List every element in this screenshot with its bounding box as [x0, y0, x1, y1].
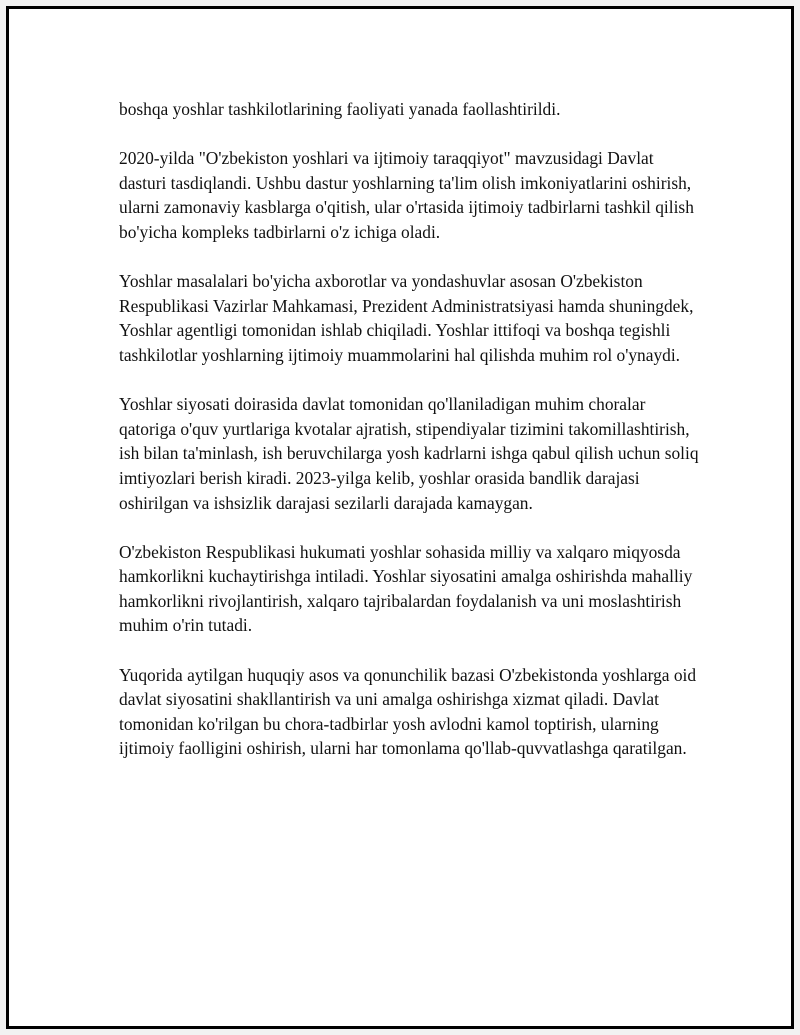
paragraph: Yuqorida aytilgan huquqiy asos va qonunchilik bazasi O'zbekistonda yoshlarga oid davlat siyosatini shakllantirish va uni amalga oshirishga xizmat qiladi. Davlat tomonidan ko'rilgan bu chora-tadbirlar yosh avlodni kamol toptirish, ularning ijtimoiy faolligini oshirish, ularni har tomonlama qo'llab-quvvatlashga qaratilgan. [119, 664, 697, 759]
document-page [6, 6, 794, 1029]
paragraph: boshqa yoshlar tashkilotlarining faoliyati yanada faollashtirildi. [119, 99, 561, 119]
paragraph: 2020-yilda "O'zbekiston yoshlari va ijtimoiy taraqqiyot" mavzusidagi Davlat dasturi tasdiqlandi. Ushbu dastur yoshlarning ta'lim olish imkoniyatlarini oshirish, ularni zamonaviy kasblarga o'qitish, ular o'rtasida ijtimoiy tadbirlarni tashkil qilish bo'yicha kompleks tadbirlarni o'z ichiga oladi. [119, 148, 694, 242]
document-body [119, 97, 699, 786]
paragraph: O'zbekiston Respublikasi hukumati yoshlar sohasida milliy va xalqaro miqyosda hamkorlikni kuchaytirishga intiladi. Yoshlar siyosatini amalga oshirishda mahalliy hamkorlikni rivojlantirish, xalqaro tajribalardan foydalanish va uni moslashtirish muhim o'rin tutadi. [119, 541, 693, 636]
paragraph: Yoshlar siyosati doirasida davlat tomonidan qo'llaniladigan muhim choralar qatoriga o'quv yurtlariga kvotalar ajratish, stipendiyalar tizimini takomillashtirish, ish bilan ta'minlash, ish beruvchilarga yosh kadrlarni ishga qabul qilish uchun soliq imtiyozlari berish kiradi. 2023-yilga kelib, yoshlar orasida bandlik darajasi oshirilgan va ishsizlik darajasi sezilarli darajada kamaygan. [119, 394, 699, 513]
paragraph: Yoshlar masalalari bo'yicha axborotlar va yondashuvlar asosan O'zbekiston Respublikasi Vazirlar Mahkamasi, Prezident Administratsiyasi hamda shuningdek, Yoshlar agentligi tomonidan ishlab chiqiladi. Yoshlar ittifoqi va boshqa tegishli tashkilotlar yoshlarning ijtimoiy muammolarini hal qilishda muhim rol o'ynaydi. [119, 271, 694, 365]
